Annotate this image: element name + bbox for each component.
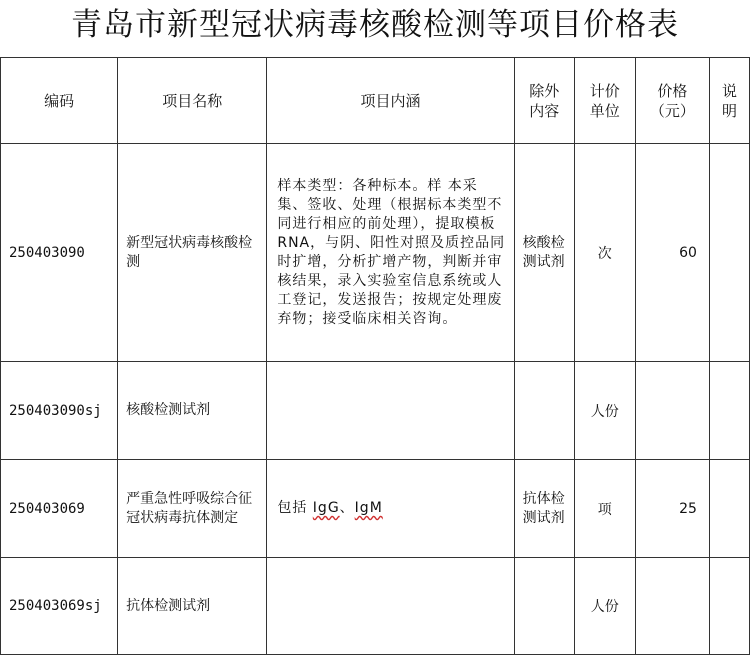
table-row	[1, 558, 750, 655]
cell-note	[709, 558, 749, 655]
header-unit-label: 计价单位	[589, 81, 620, 120]
cell-unit: 项	[574, 460, 635, 558]
cell-unit: 次	[574, 144, 635, 362]
header-price	[635, 58, 709, 144]
cell-code: 250403069	[1, 460, 118, 558]
cell-excluded	[514, 558, 574, 655]
content-igg: IgG	[312, 500, 340, 516]
cell-note	[709, 362, 749, 460]
cell-price	[635, 558, 709, 655]
header-code: 编码	[1, 58, 118, 144]
content-separator: 、	[339, 500, 355, 516]
header-note	[709, 58, 749, 144]
table-row	[1, 144, 750, 362]
page-title: 青岛市新型冠状病毒核酸检测等项目价格表	[71, 7, 679, 43]
cell-note	[709, 144, 749, 362]
cell-name: 核酸检测试剂	[118, 362, 267, 460]
cell-content	[267, 144, 514, 362]
content-prefix: 包括	[277, 500, 313, 516]
header-name: 项目名称	[118, 58, 267, 144]
table-header-row	[1, 58, 750, 144]
cell-code: 250403069sj	[1, 558, 118, 655]
header-excluded-label: 除外内容	[529, 81, 560, 120]
header-excluded	[514, 58, 574, 144]
cell-price: 25	[635, 460, 709, 558]
cell-price: 60	[635, 144, 709, 362]
cell-name: 严重急性呼吸综合征冠状病毒抗体测定	[118, 460, 267, 558]
cell-excluded: 抗体检测试剂	[514, 460, 574, 558]
cell-unit: 人份	[574, 558, 635, 655]
cell-name: 抗体检测试剂	[118, 558, 267, 655]
header-price-label: 价格（元）	[649, 81, 695, 120]
cell-content	[267, 362, 514, 460]
price-table	[0, 57, 750, 655]
cell-code: 250403090	[1, 144, 118, 362]
header-content: 项目内涵	[267, 58, 514, 144]
cell-name: 新型冠状病毒核酸检测	[118, 144, 267, 362]
cell-note	[709, 460, 749, 558]
cell-excluded	[514, 362, 574, 460]
content-igm: IgM	[354, 500, 383, 516]
header-note-label: 说明	[721, 81, 737, 120]
table-row	[1, 460, 750, 558]
cell-content	[267, 460, 514, 558]
cell-content	[267, 558, 514, 655]
cell-excluded: 核酸检测试剂	[514, 144, 574, 362]
cell-price	[635, 362, 709, 460]
cell-code: 250403090sj	[1, 362, 118, 460]
header-unit	[574, 58, 635, 144]
cell-unit: 人份	[574, 362, 635, 460]
cell-content-text: 样本类型：各种标本。样 本采集、签收、处理（根据标本类型不同进行相应的前处理），提取模板 RNA，与阴、阳性对照及质控品同时扩增，分析扩增产物，判断并审核结果，录入实验室信息系统或人工登记，发送报告；按规定处理废弃物；接受临床相关咨询。	[277, 177, 506, 327]
table-row	[1, 362, 750, 460]
